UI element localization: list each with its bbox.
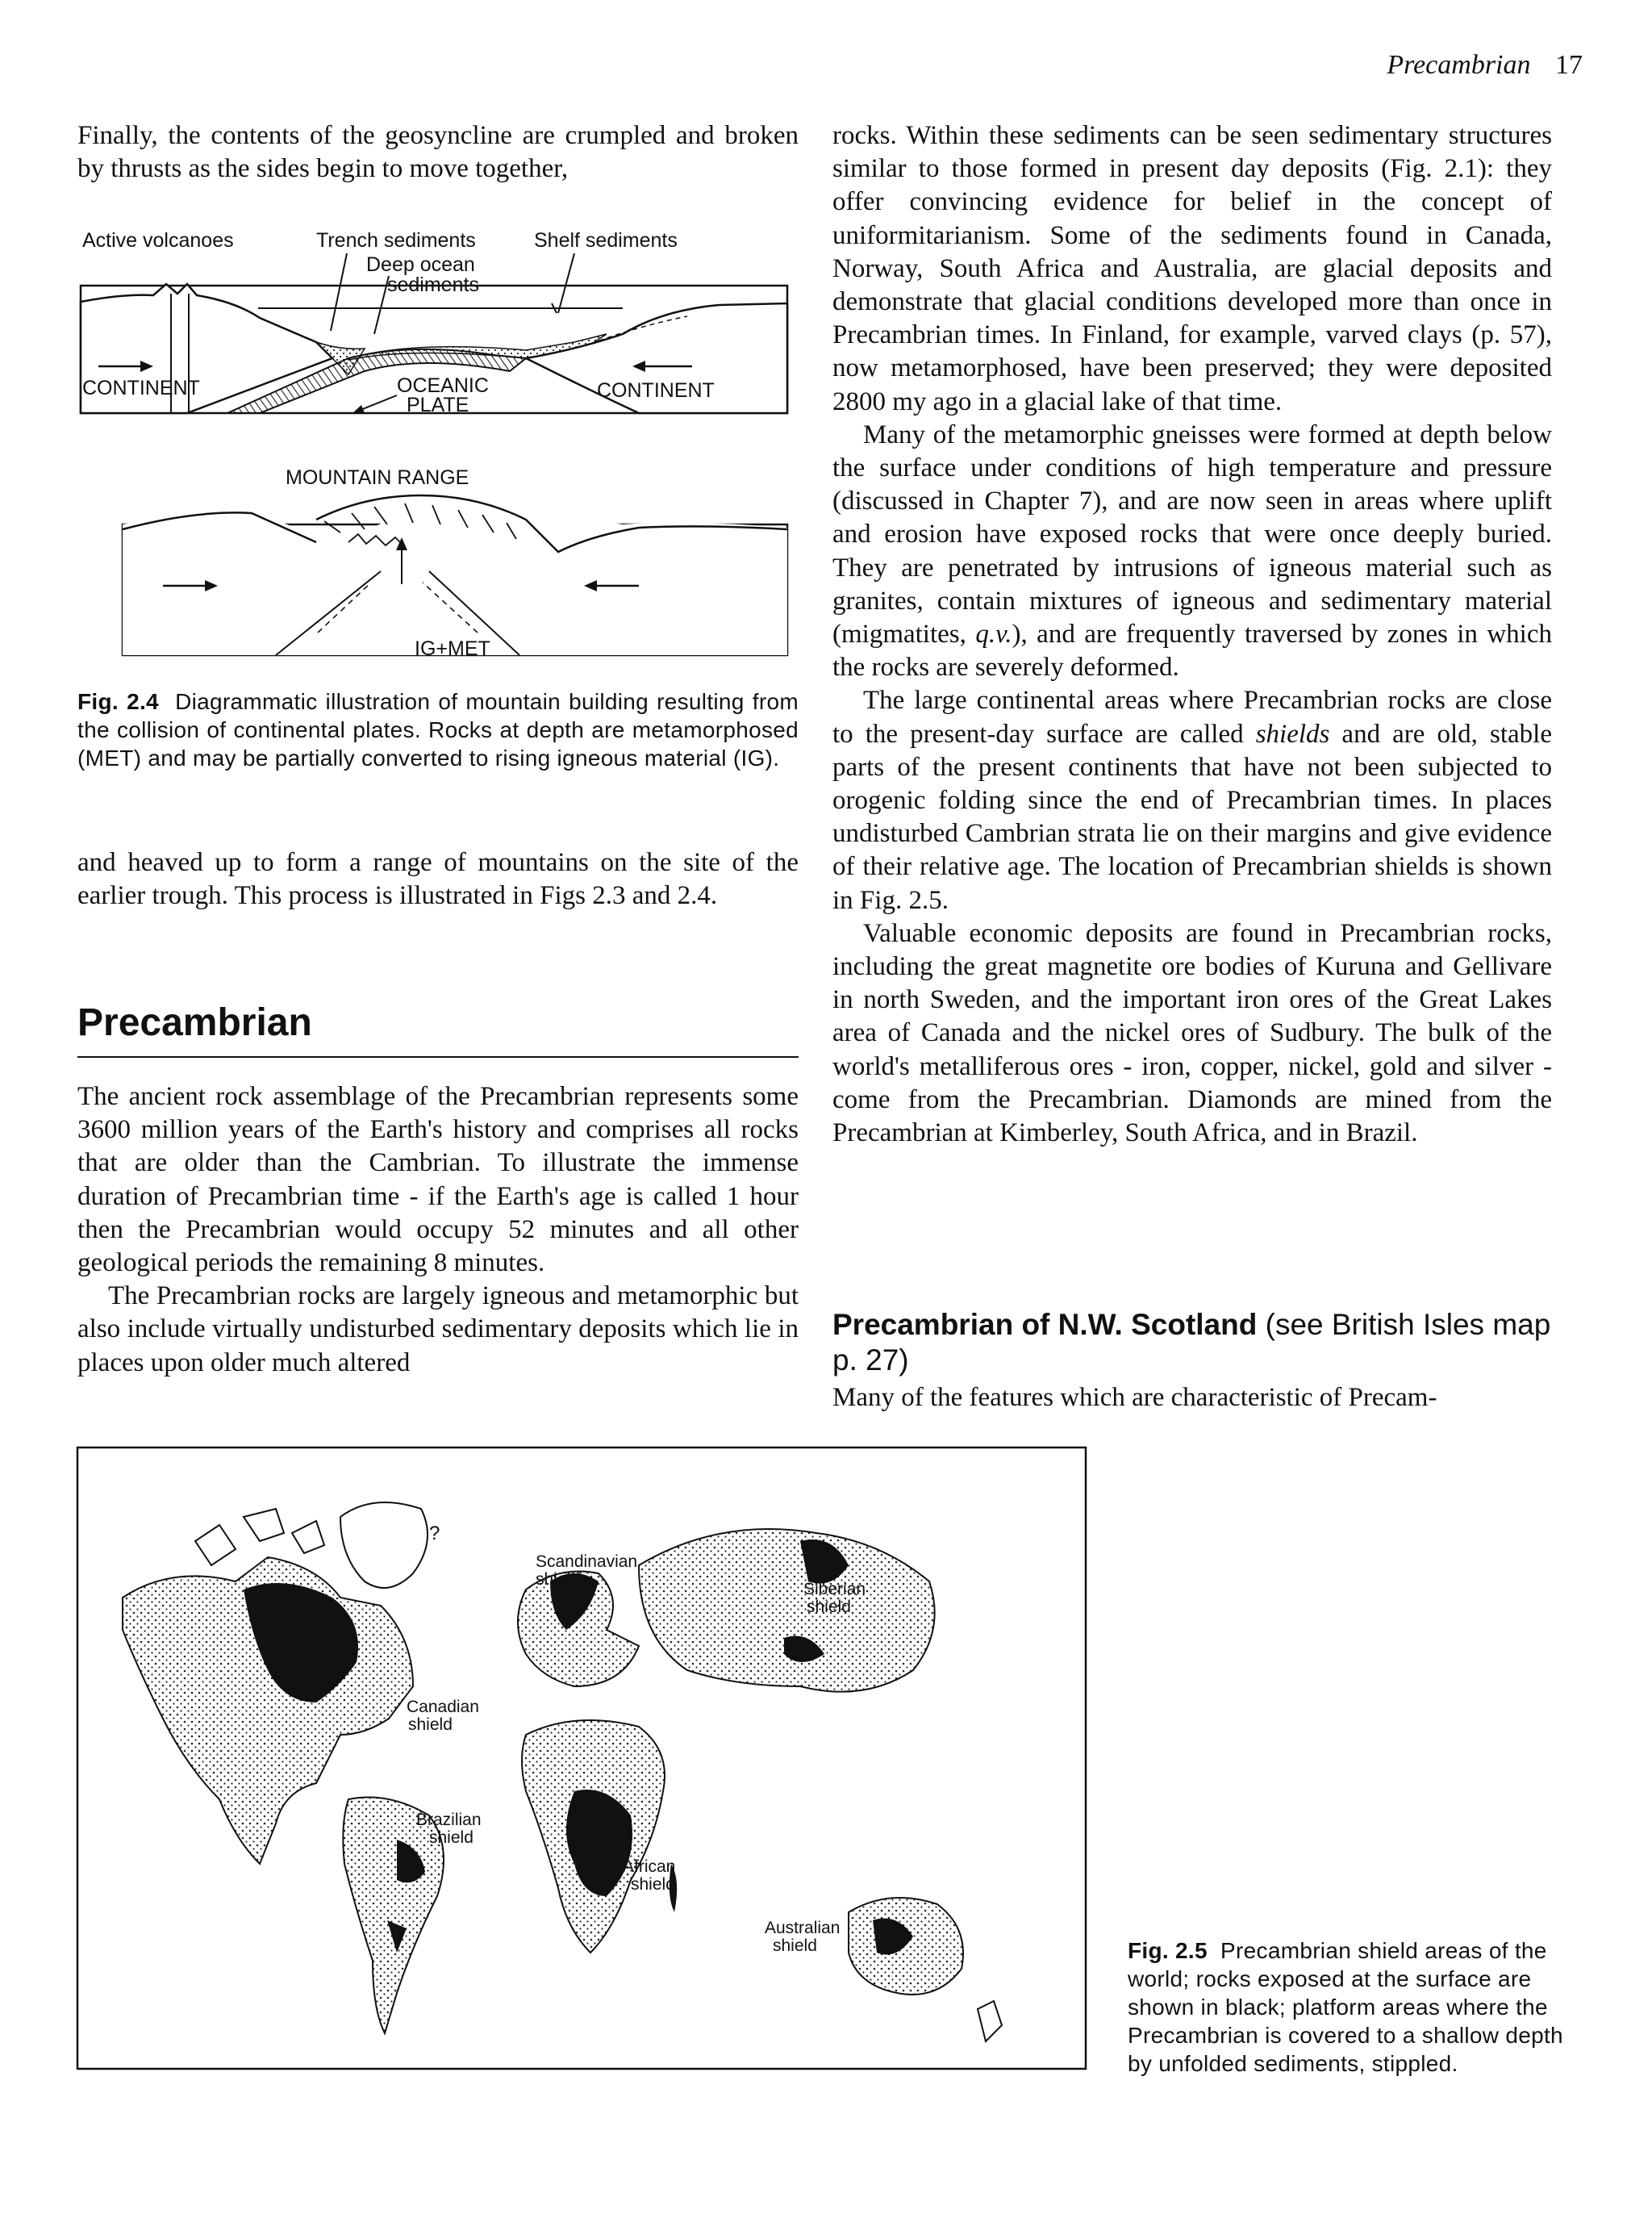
label-oceanic: OCEANIC — [397, 374, 489, 397]
label-australian-1: Australian — [765, 1919, 841, 1937]
figure-2-5-map — [74, 1444, 1091, 2074]
label-shelf-sediments: Shelf sediments — [534, 229, 678, 252]
running-header — [1387, 50, 1583, 81]
intro-paragraph: Finally, the contents of the geosyncline are crumpled and broken by thrusts as the sides begin to move together, — [77, 121, 799, 184]
label-australian-2: shield — [773, 1936, 817, 1955]
subheading-bold: Precambrian of N.W. Scotland — [832, 1308, 1258, 1341]
label-scandinavian-2: shield — [536, 1570, 580, 1589]
shields-term: shields — [1255, 719, 1330, 749]
figure-2-4-caption — [77, 687, 799, 772]
right-paragraph-b-part1: Many of the metamorphic gneisses were formed at depth below the surface under conditions of high temperature and pressure (discussed in Chapter 7), and are now seen in areas where uplift and erosion have exposed rocks that were once deeply buried. They are penetrated by intrusions of igneous material such as granites, contain mixtures of igneous and sedimentary material (migmatites, — [832, 420, 1552, 650]
label-canadian-2: shield — [408, 1715, 453, 1734]
right-paragraph-e: Many of the features which are characteristic of Precam- — [832, 1383, 1437, 1412]
label-siberian-2: shield — [807, 1598, 851, 1616]
continuation-paragraph: and heaved up to form a range of mountains on the site of the earlier trough. This process is illustrated in Figs 2.3 and 2.4. — [77, 848, 799, 911]
map-question-mark: ? — [429, 1523, 440, 1544]
qv-term: q.v. — [975, 620, 1012, 650]
right-paragraph-b — [832, 419, 1552, 685]
label-mountain-range: MOUNTAIN RANGE — [286, 466, 469, 489]
right-paragraph-d: Valuable economic deposits are found in Precambrian rocks, including the great magnetite ore bodies of Kuruna and Gellivare in north Sweden, and the important iron ores of the Great Lakes area of Canada and the nickel ores of Sudbury. The bulk of the world's metalliferous ores - iron, copper, nickel, gold and silver - come from the Precambrian. Diamonds are mined from the Precambrian at Kimberley, South Africa, and in Brazil. — [832, 918, 1552, 1148]
label-canadian-1: Canadian — [407, 1698, 479, 1716]
label-ig-met: IG+MET — [415, 637, 490, 660]
section-rule — [77, 1056, 799, 1058]
label-siberian-1: Siberian — [803, 1580, 866, 1598]
right-paragraph-c-part1: The large continental areas where Precambrian rocks are close to the present-day surface are called — [832, 686, 1552, 749]
label-sediments: sediments — [387, 274, 479, 296]
running-title: Precambrian — [1387, 50, 1531, 80]
label-brazilian-1: Brazilian — [416, 1811, 482, 1829]
section-paragraph-1: The ancient rock assemblage of the Precambrian represents some 3600 million years of the Earth's history and comprises all rocks that are older than the Cambrian. To illustrate the immense duration of Precambrian time - if the Earth's age is called 1 hour then the Precambrian would occupy 52 minutes and all other geological periods the remaining 8 minutes. — [77, 1082, 799, 1278]
subheading — [832, 1307, 1552, 1378]
figure-2-5-caption-text: Precambrian shield areas of the world; rocks exposed at the surface are shown in black; platform areas where the Precambrian is covered to a shallow depth by unfolded sediments, stippled. — [1128, 1938, 1563, 2076]
section-heading: Precambrian — [77, 1001, 312, 1044]
figure-2-5-label: Fig. 2.5 — [1128, 1938, 1208, 1963]
label-plate: PLATE — [407, 394, 469, 416]
figure-2-4-label: Fig. 2.4 — [77, 689, 159, 714]
label-african-1: African — [623, 1857, 676, 1876]
label-continent-left: CONTINENT — [82, 377, 200, 399]
right-paragraph-c-part2: and are old, stable parts of the present continents that have not been subjected to orogenic folding since the end of Precambrian times. In places undisturbed Cambrian strata lie on their margins and give evidence of their relative age. The location of Precambrian shields is shown in Fig. 2.5. — [832, 719, 1552, 915]
label-deep-ocean: Deep ocean — [366, 253, 475, 276]
figure-2-5-caption — [1128, 1936, 1563, 2078]
right-paragraph-c — [832, 684, 1552, 917]
right-paragraph-b-part2: ), and are frequently traversed by zones in which the rocks are severely deformed. — [832, 620, 1552, 683]
subheading-rest: (see British Isles map p. 27) — [832, 1308, 1551, 1377]
figure-2-4-diagram — [74, 213, 800, 665]
section-paragraph-2: The Precambrian rocks are largely igneous and metamorphic but also include virtually undisturbed sedimentary deposits which lie in places upon older much altered — [77, 1281, 799, 1377]
label-continent-right: CONTINENT — [597, 379, 715, 402]
right-paragraph-a: rocks. Within these sediments can be seen sedimentary structures similar to those formed in present day deposits (Fig. 2.1): they offer convincing evidence for belief in the concept of uniformitarianism. Some of the sediments found in Canada, Norway, South Africa and Australia, are glacial deposits and demonstrate that glacial conditions developed more than once in Precambrian times. In Finland, for example, varved clays (p. 57), now metamorphosed, have been preserved; they were deposited 2800 my ago in a glacial lake of that time. — [832, 121, 1552, 416]
right-column — [832, 119, 1552, 1150]
left-continuation — [77, 846, 799, 913]
label-trench-sediments: Trench sediments — [316, 229, 476, 252]
page-number: 17 — [1555, 50, 1583, 80]
label-active-volcanoes: Active volcanoes — [82, 229, 234, 252]
label-scandinavian-1: Scandinavian — [536, 1552, 638, 1571]
label-brazilian-2: shield — [429, 1828, 473, 1847]
figure-2-4-caption-text: Diagrammatic illustration of mountain building resulting from the collision of continental plates. Rocks at depth are metamorphosed (MET) and may be partially converted to rising igneous material (IG). — [77, 689, 799, 771]
section-body — [77, 1080, 799, 1380]
label-african-2: shield — [631, 1875, 675, 1894]
right-paragraph-e-block — [832, 1381, 1552, 1414]
left-intro — [77, 119, 799, 186]
section-heading-block — [77, 1001, 799, 1058]
